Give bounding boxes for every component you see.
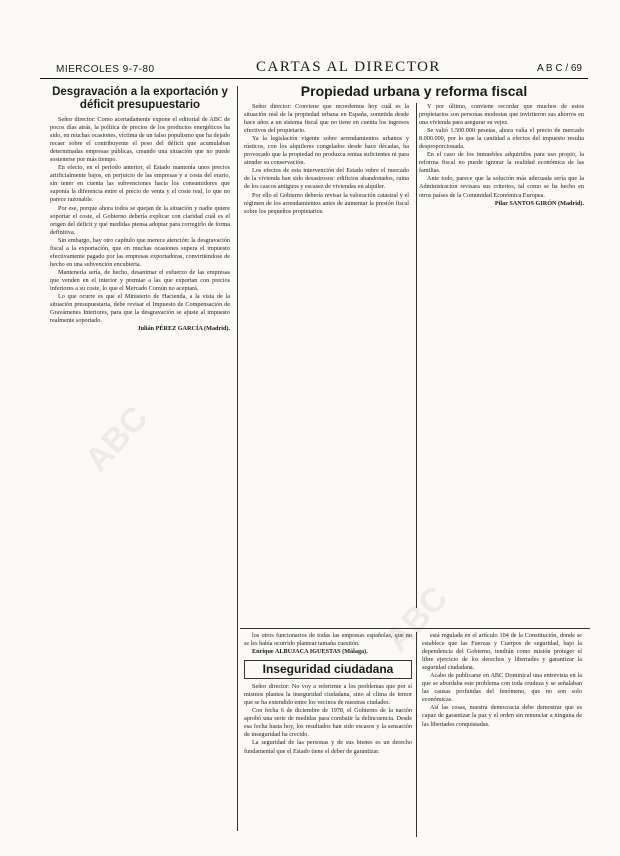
paragraph: Ya la legislación vigente sobre arrendamientos urbanos y rústicos, con los alquileres congelados desde hace décadas, ha provocado que la propiedad no produzca rentas suficientes ni para atender su conservación.	[244, 135, 409, 167]
paragraph: Mantenerla sería, de hecho, desanimar el esfuerzo de las empresas que venden en el interior y premiar a las que exportan con precios inferiores a su coste, lo que el Mercado Común no aceptará.	[50, 268, 230, 292]
paragraph: está regulada en el artículo 104 de la Constitución, donde se establece que las Fuerzas y Cuerpos de seguridad, bajo la dependencia del Gobierno, tendrán como misión proteger el libre ejercicio de los derechos y libertades y garantizar la seguridad ciudadana.	[422, 632, 582, 672]
column-divider	[416, 632, 417, 837]
section-divider	[240, 628, 590, 629]
issue-date: MIERCOLES 9-7-80	[56, 64, 155, 75]
headline-box	[244, 660, 412, 679]
paragraph: Por ese, porque ahora todos se quejan de la situación y nadie quiere soportar el coste, el Gobierno debería explicar con claridad cuál es el origen del déficit y qué medidas piensa adoptar para corregirlo de forma definitiva.	[50, 204, 230, 236]
headline-export-deficit: Desgravación a la exportación y déficit presupuestario	[52, 86, 228, 111]
paragraph: Por ello el Gobierno debería revisar la valoración catastral y el régimen de los arrendamientos antes de aumentar la presión fiscal sobre los pequeños propietarios.	[244, 191, 409, 215]
section-title: CARTAS AL DIRECTOR	[256, 59, 441, 75]
page-number: A B C / 69	[536, 63, 582, 74]
paragraph: Lo que ocurre es que el Ministerio de Hacienda, a la vista de la situación presupuestaria, debe revisar el Impuesto de Compensación de Gravámenes Interiores, para que la desgravación se ajuste al impuesto realmente soportado.	[50, 293, 230, 325]
paragraph: Acabo de publicarse en ABC Dominical una entrevista en la que se abordaba este problema con toda crudeza y se señalaban las causas profundas del fenómeno, que no son solo económicas.	[422, 672, 582, 704]
headline-urban-property: Propiedad urbana y reforma fiscal	[300, 84, 528, 99]
signature: Pilar SANTOS GIRÓN (Madrid).	[494, 199, 584, 207]
watermark: ABC	[377, 579, 456, 660]
paragraph: En el caso de los inmuebles adquiridos para uso propio, la reforma fiscal no puede ignorar la realidad económica de las familias.	[419, 151, 584, 175]
headline-insecurity: Inseguridad ciudadana	[262, 662, 394, 677]
paragraph: Ante todo, parece que la solución más adecuada sería que la Administración revisara sus criterios, tal como se ha hecho en otros países de la Comunidad Económica Europea.	[419, 175, 584, 199]
paragraph: Y por último, conviene recordar que muchos de estos propietarios son personas modestas que invirtieron sus ahorros en una vivienda para asegurar su vejez.	[419, 103, 584, 127]
article-body	[422, 632, 582, 729]
article-insecurity	[244, 632, 412, 837]
article-export-deficit	[50, 86, 230, 831]
paragraph: Con fecha 6 de diciembre de 1978, el Gobierno de la nación aprobó una serie de medidas para combatir la delincuencia. Desde esa fecha hasta hoy, los resultados han sido escasos y la sensación de inseguridad ha crecido.	[244, 707, 412, 739]
article-constitution	[422, 632, 582, 837]
paragraph: Se valió 1.500.000 pesetas, ahora valía el precio de mercado 8.000.000, por lo que la cantidad a efectos del impuesto resulta desproporcionada.	[419, 127, 584, 151]
lead-signature: Enrique ALBUJACA IGUESTAS (Málaga).	[252, 648, 368, 656]
paragraph: Los efectos de esta intervención del Estado sobre el mercado de la vivienda han sido desastrosos: edificios abandonados, ruina de los cascos antiguos y escasez de viviendas en alquiler.	[244, 167, 409, 191]
paragraph: Señor director: Como acertadamente expone el editorial de ABC de pocos días atrás, la política de precios de los productos energéticos ha sido, en muchas ocasiones, víctima de un falso populismo que ha dejado recaer sobre el contribuyente el peso del déficit que acumulaban determinadas empresas públicas, creando una situación que no puede sostenerse por más tiempo.	[50, 116, 230, 164]
page-header	[40, 58, 588, 79]
column-divider	[416, 103, 417, 608]
article-body	[244, 103, 584, 598]
watermark: ABC	[77, 399, 156, 480]
article-body	[50, 116, 230, 325]
signature: Julián PÉREZ GARCÍA (Madrid).	[137, 325, 230, 333]
paragraph: La seguridad de las personas y de sus bienes es un derecho fundamental que el Estado tiene el deber de garantizar.	[244, 739, 412, 755]
paragraph: Sin embargo, hay otro capítulo que merece atención: la desgravación fiscal a la exportación, que en muchas ocasiones supera el impuesto efectivamente pagado por las empresas exportadoras, convirtiéndose de hecho en una subvención encubierta.	[50, 236, 230, 268]
paragraph: Así las cosas, nuestra democracia debe demostrar que es capaz de garantizar la paz y el orden sin renunciar a ninguna de las libertades conquistadas.	[422, 704, 582, 728]
lead-text: los otros funcionarios de todas las empresas españolas, que no se les había ocurrido plantear tamaña cuestión.	[244, 632, 412, 648]
article-body	[244, 683, 412, 755]
article-urban-property	[244, 84, 584, 604]
paragraph: Señor director: No voy a referirme a los problemas que por sí mismos plantea la inseguridad ciudadana, sino al clima de temor que se ha extendido entre los vecinos de nuestras ciudades.	[244, 683, 412, 707]
paragraph: Señor director: Conviene que recordemos hoy cuál es la situación real de la propiedad urbana en España, sometida desde hace años a un sistema fiscal que no tiene en cuenta los ingresos efectivos del propietario.	[244, 103, 409, 135]
paragraph: En efecto, en el período anterior, el Estado mantenía unos precios artificialmente bajos, en perjuicio de las empresas y a costa del erario, sin tener en cuenta las subvenciones hacia los consumidores que suponía la diferencia entre el precio de venta y el coste real, lo que no parece razonable.	[50, 164, 230, 204]
column-divider	[237, 86, 238, 831]
